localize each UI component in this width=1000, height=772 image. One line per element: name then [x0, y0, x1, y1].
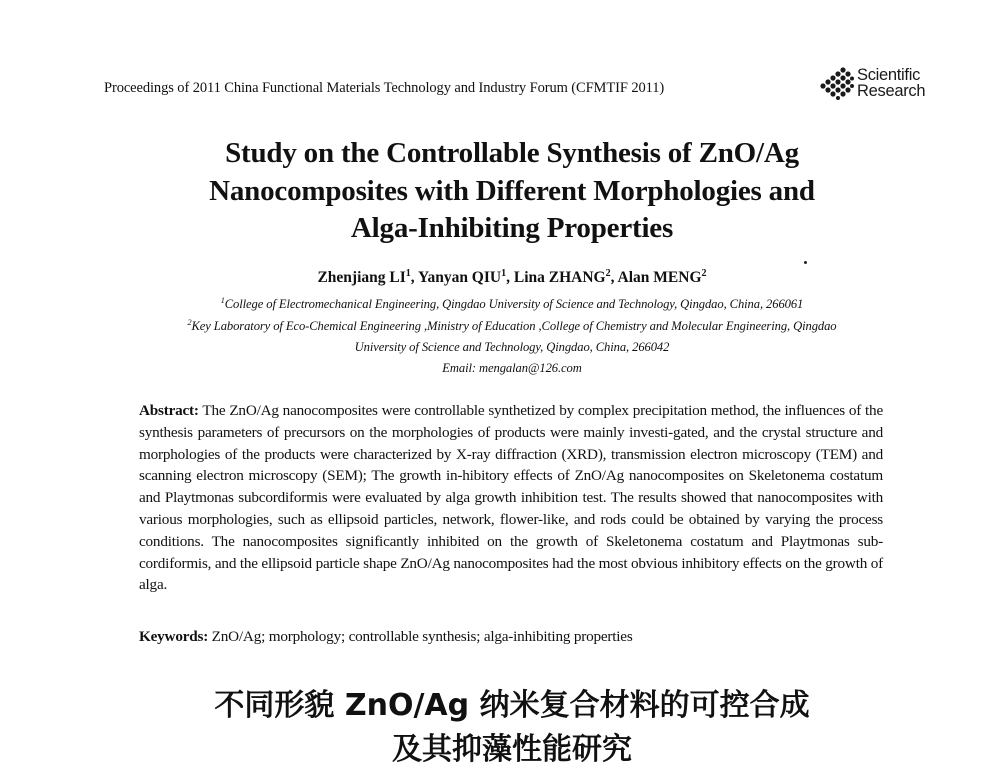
author-email: Email: mengalan@126.com — [442, 361, 582, 375]
logo-text — [857, 67, 925, 99]
author-1: Zhenjiang LI — [317, 269, 406, 287]
abstract-text: The ZnO/Ag nanocomposites were controllable synthetized by complex precipitation method, the influences of the synthesis parameters of precursors on the morphologies of products were mainly investi-gated, and the crystal structure and morphologies of the products were characterized by X-ray diffraction (XRD), transmission electron microscopy (TEM) and scanning electron microscopy (SEM); The growth in-hibitory effects of ZnO/Ag nanocomposites on Skeletonema costatum and Playtmonas subcordiformis were evaluated by alga growth inhibition test. The results showed that nanocomposites with various morphologies, such as ellipsoid particles, network, flower-like, and rods could be obtained by varying the process conditions. The nanocomposites significantly inhibited on the growth of Skeletonema costatum and Playtmonas sub-cordiformis, and the ellipsoid particle shape ZnO/Ag nanocomposites had the most obvious inhibitory effects on the growth of alga. — [139, 402, 883, 594]
chinese-title — [150, 684, 874, 772]
chinese-title-line1: 不同形貌 ZnO/Ag 纳米复合材料的可控合成 — [214, 688, 810, 723]
chinese-title-line2: 及其抑藻性能研究 — [392, 732, 632, 767]
logo-dots-icon — [816, 66, 854, 100]
scan-speck — [804, 261, 807, 264]
author-2-affil: 1 — [501, 268, 507, 279]
author-3-affil: 2 — [605, 268, 611, 279]
keywords-label: Keywords: — [139, 628, 209, 645]
proceedings-header: Proceedings of 2011 China Functional Materials Technology and Industry Forum (CFMTIF 2011) — [104, 80, 665, 96]
keywords — [139, 628, 883, 646]
abstract — [139, 400, 883, 596]
author-4: Alan MENG — [617, 269, 702, 287]
title-line3: Alga-Inhibiting Properties — [350, 212, 674, 244]
affiliation-2-line1: $^2$Key Laboratory of Eco-Chemical Engineering ,Ministry of Education ,College of Chemistry and Molecular Engineering, Qingdao — [187, 318, 837, 334]
author-1-affil: 1 — [405, 268, 411, 279]
author-4-affil: 2 — [701, 268, 707, 279]
title-line2: Nanocomposites with Different Morphologies and — [209, 174, 815, 207]
affiliation-2-line2: University of Science and Technology, Qingdao, China, 266042 — [354, 340, 670, 354]
keywords-text: ZnO/Ag; morphology; controllable synthesis; alga-inhibiting properties — [208, 628, 633, 645]
author-2: Yanyan QIU — [417, 269, 502, 287]
title-line1: Study on the Controllable Synthesis of ZnO/Ag — [225, 137, 799, 169]
author-list: Zhenjiang $LI^1$, Yanyan QIU$^1$, Lina ZHANG$^2$, Alan MENG$^2$ — [317, 268, 707, 287]
abstract-label: Abstract: — [139, 402, 199, 419]
paper-title — [140, 135, 884, 248]
scientific-research-logo — [816, 66, 925, 100]
affiliation-1: $^1$College of Electromechanical Engineering, Qingdao University of Science and Technology, Qingdao, China, 266061 — [220, 296, 804, 312]
logo-line1: Scientific — [857, 66, 921, 84]
author-3: Lina ZHANG — [513, 269, 606, 287]
logo-line2: Research — [857, 82, 926, 100]
